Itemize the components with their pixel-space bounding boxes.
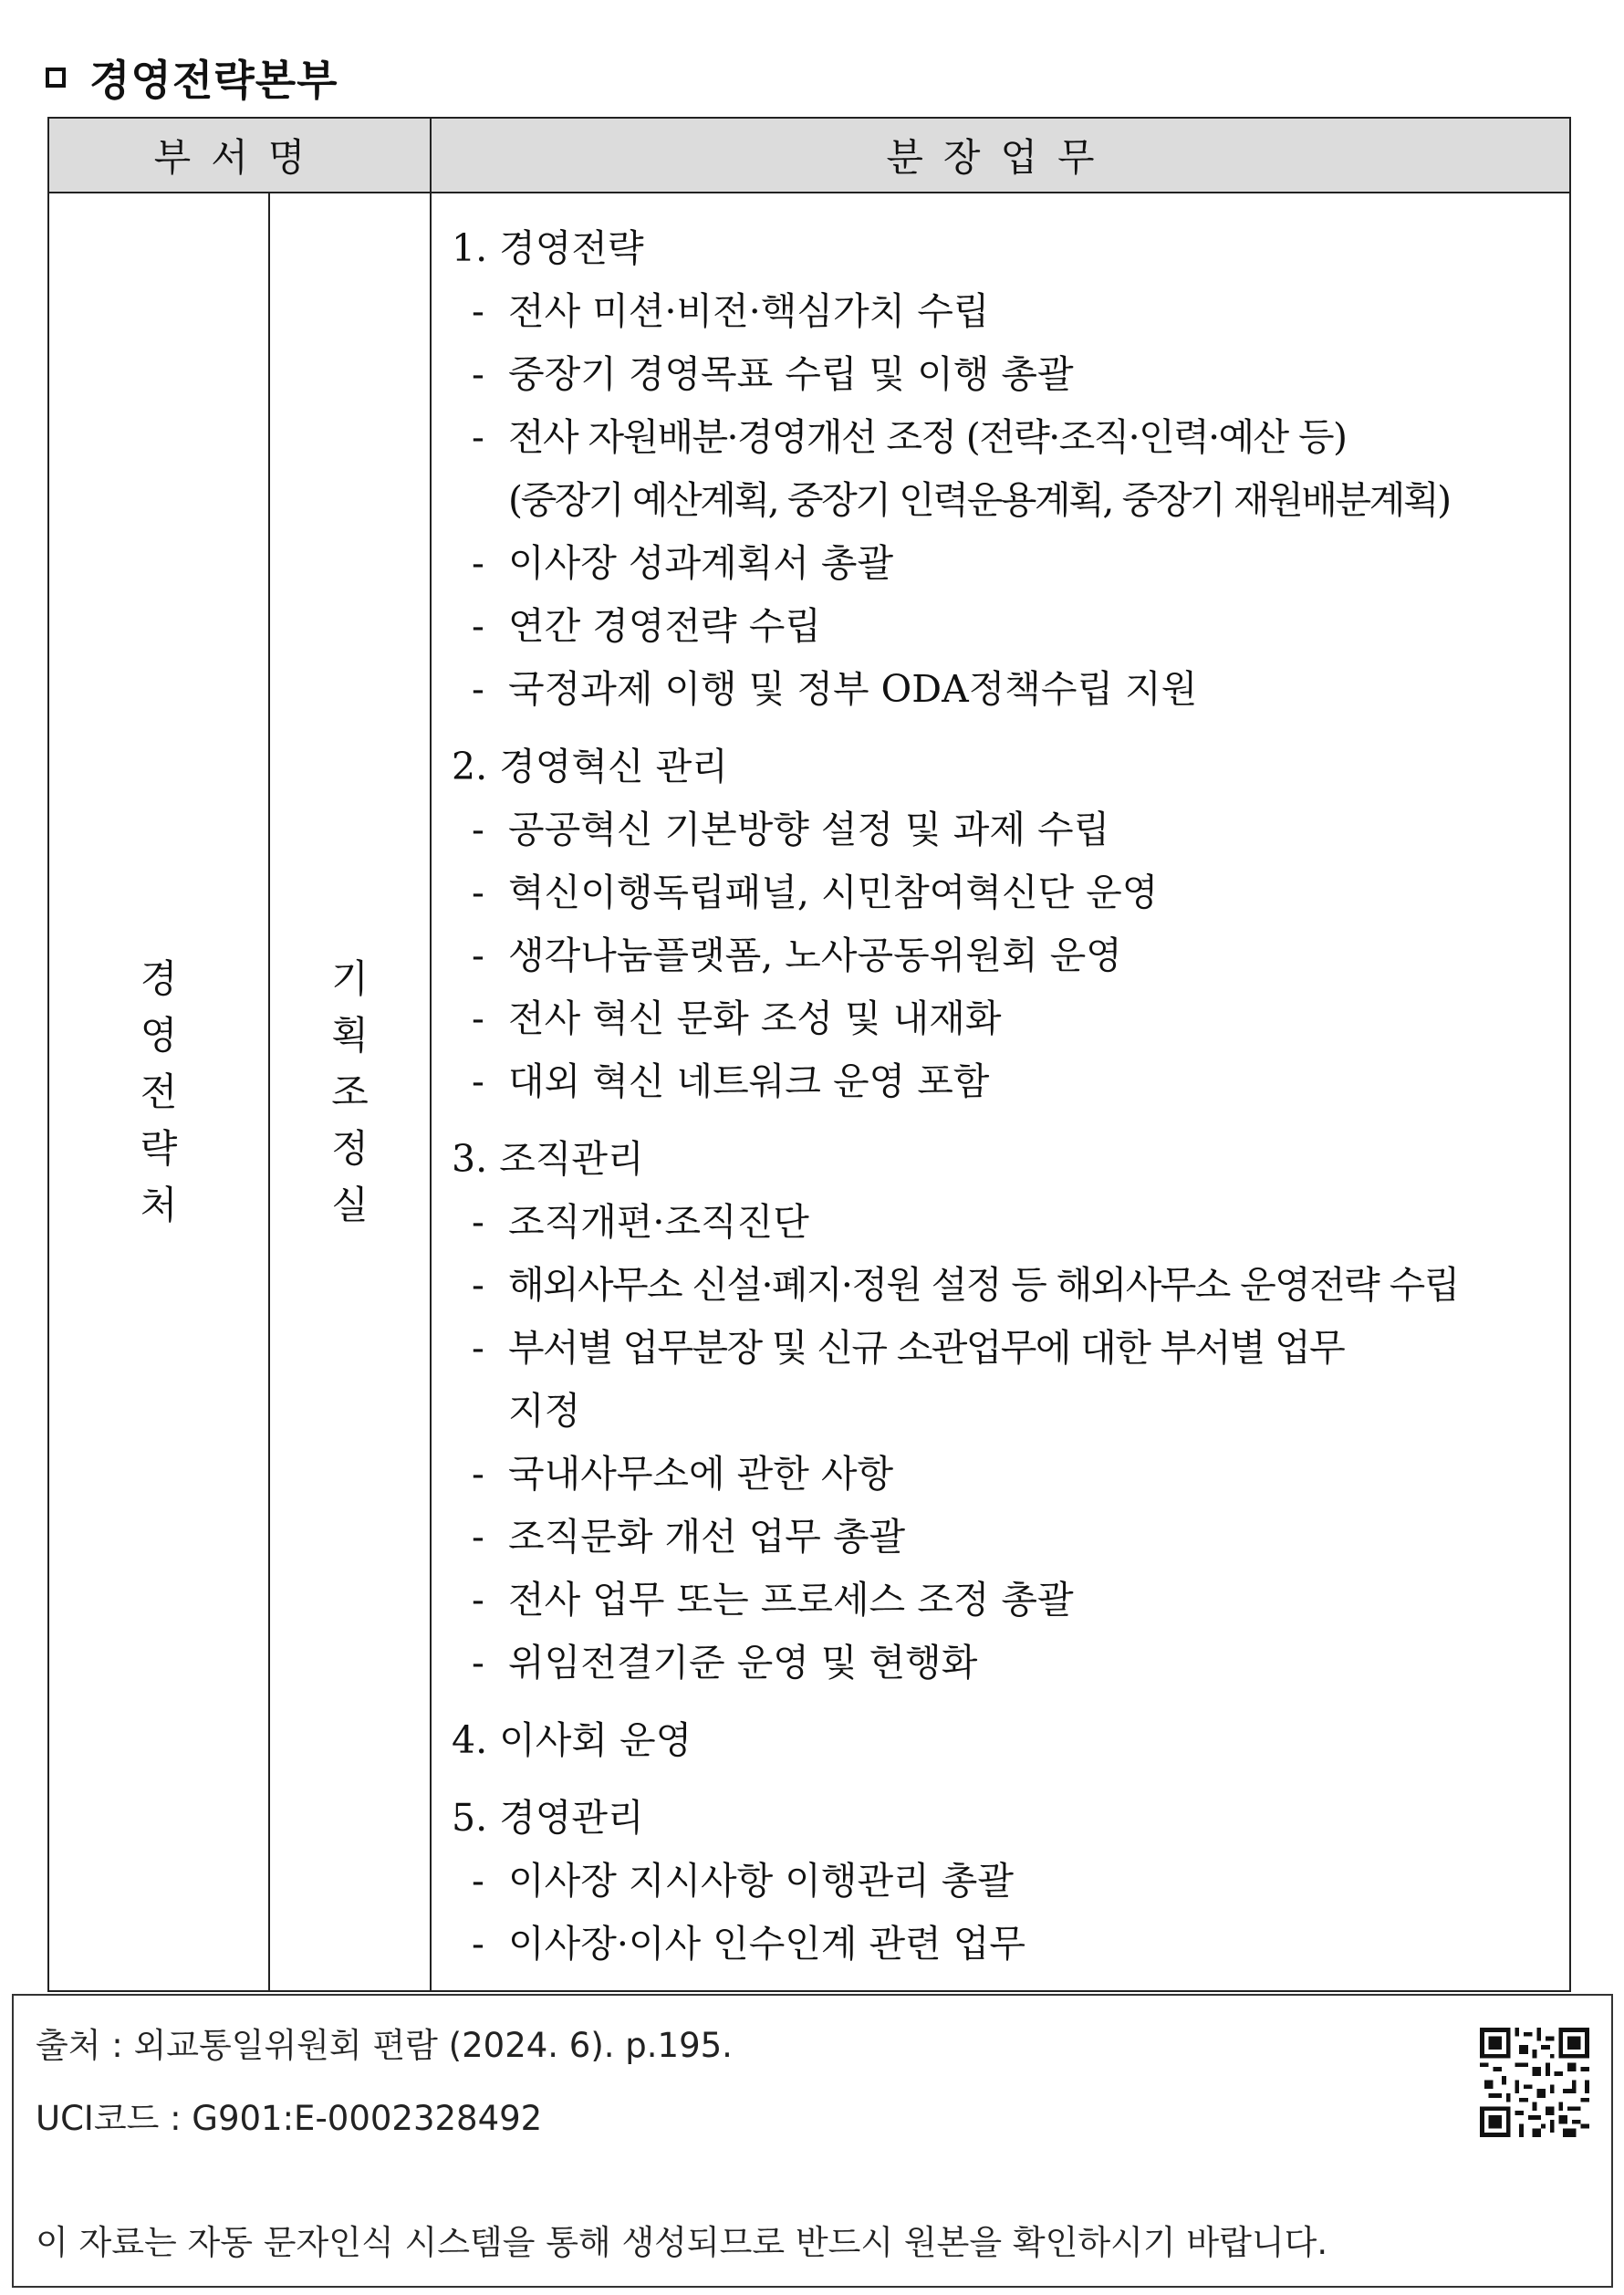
- list-item: - 이사장 지시사항 이행관리 총괄: [472, 1859, 1014, 1903]
- list-item: - 위임전결기준 운영 및 현행화: [472, 1641, 978, 1685]
- list-item: - 전사 업무 또는 프로세스 조정 총괄: [472, 1578, 1074, 1622]
- list-item: - 부서별 업무분장 및 신규 소관업무에 대한 부서별 업무: [472, 1326, 1345, 1370]
- department-char: 영: [140, 1012, 178, 1058]
- list-item-continuation: (중장기 예산계획, 중장기 인력운용계획, 중장기 재원배분계획): [508, 478, 1450, 522]
- source-citation: 출처 : 외교통일위원회 편람 (2024. 6). p.195.: [36, 2026, 733, 2065]
- section-title: 2. 경영혁신 관리: [452, 745, 728, 788]
- section-title: 3. 조직관리: [452, 1137, 644, 1181]
- heading-title: 경영전략본부: [89, 56, 338, 105]
- team-char: 획: [331, 1012, 369, 1058]
- list-item: - 전사 혁신 문화 조성 및 내재화: [472, 996, 1002, 1040]
- section-title: 5. 경영관리: [452, 1796, 644, 1840]
- section-heading: [46, 46, 338, 110]
- list-item: - 전사 미션·비전·핵심가치 수립: [472, 289, 990, 333]
- header-duties: 분장업무: [431, 118, 1570, 193]
- list-item: - 이사장 성과계획서 총괄: [472, 541, 894, 585]
- list-item: - 이사장·이사 인수인계 관련 업무: [472, 1922, 1026, 1966]
- team-char: 실: [331, 1182, 369, 1227]
- list-item: - 국정과제 이행 및 정부 ODA정책수립 지원: [472, 667, 1198, 711]
- department-char: 처: [140, 1182, 178, 1227]
- list-item: - 조직문화 개선 업무 총괄: [472, 1515, 906, 1559]
- header-department: 부서명: [48, 118, 431, 193]
- duty-section-5: [452, 1787, 1553, 1976]
- duties-table: [47, 117, 1571, 1992]
- list-item: - 중장기 경영목표 수립 및 이행 총괄: [472, 352, 1074, 396]
- duty-section-2: [452, 735, 1553, 1113]
- department-cell: [48, 193, 269, 1991]
- team-cell: [269, 193, 431, 1991]
- duties-cell: [431, 193, 1570, 1991]
- section-title: 4. 이사회 운영: [452, 1718, 692, 1762]
- list-item: - 해외사무소 신설·폐지·정원 설정 등 해외사무소 운영전략 수립: [472, 1263, 1459, 1307]
- list-item: - 대외 혁신 네트워크 운영 포함: [472, 1059, 990, 1103]
- list-item: - 국내사무소에 관한 사항: [472, 1452, 894, 1496]
- list-item: - 연간 경영전략 수립: [472, 604, 821, 648]
- department-char: 략: [140, 1125, 178, 1171]
- department-char: 경: [140, 955, 178, 1001]
- uci-code: UCI코드 : G901:E-0002328492: [36, 2099, 543, 2138]
- list-item: - 공공혁신 기본방향 설정 및 과제 수립: [472, 808, 1110, 851]
- source-footer: [12, 1994, 1613, 2288]
- team-char: 정: [331, 1125, 369, 1171]
- list-item: - 혁신이행독립패널, 시민참여혁신단 운영: [472, 871, 1159, 914]
- list-item: - 생각나눔플랫폼, 노사공동위원회 운영: [472, 934, 1122, 977]
- team-char: 조: [331, 1069, 369, 1114]
- list-item-continuation: 지정: [508, 1389, 581, 1433]
- list-item: - 조직개편·조직진단: [472, 1200, 809, 1244]
- duty-section-1: [452, 217, 1553, 721]
- duty-section-3: [452, 1128, 1553, 1695]
- duty-section-4: [452, 1709, 1553, 1772]
- table-header-row: [48, 118, 1570, 193]
- table-row: [48, 193, 1570, 1991]
- department-char: 전: [140, 1069, 178, 1114]
- list-item: - 전사 자원배분·경영개선 조정 (전략·조직·인력·예산 등): [472, 415, 1347, 459]
- section-title: 1. 경영전략: [452, 226, 644, 270]
- qr-code-icon: [1480, 2028, 1589, 2137]
- checkbox-square-icon: [46, 68, 66, 88]
- team-char: 기: [331, 955, 369, 1001]
- ocr-notice: 이 자료는 자동 문자인식 시스템을 통해 생성되므로 반드시 원본을 확인하시기 바랍니다.: [36, 2223, 1328, 2262]
